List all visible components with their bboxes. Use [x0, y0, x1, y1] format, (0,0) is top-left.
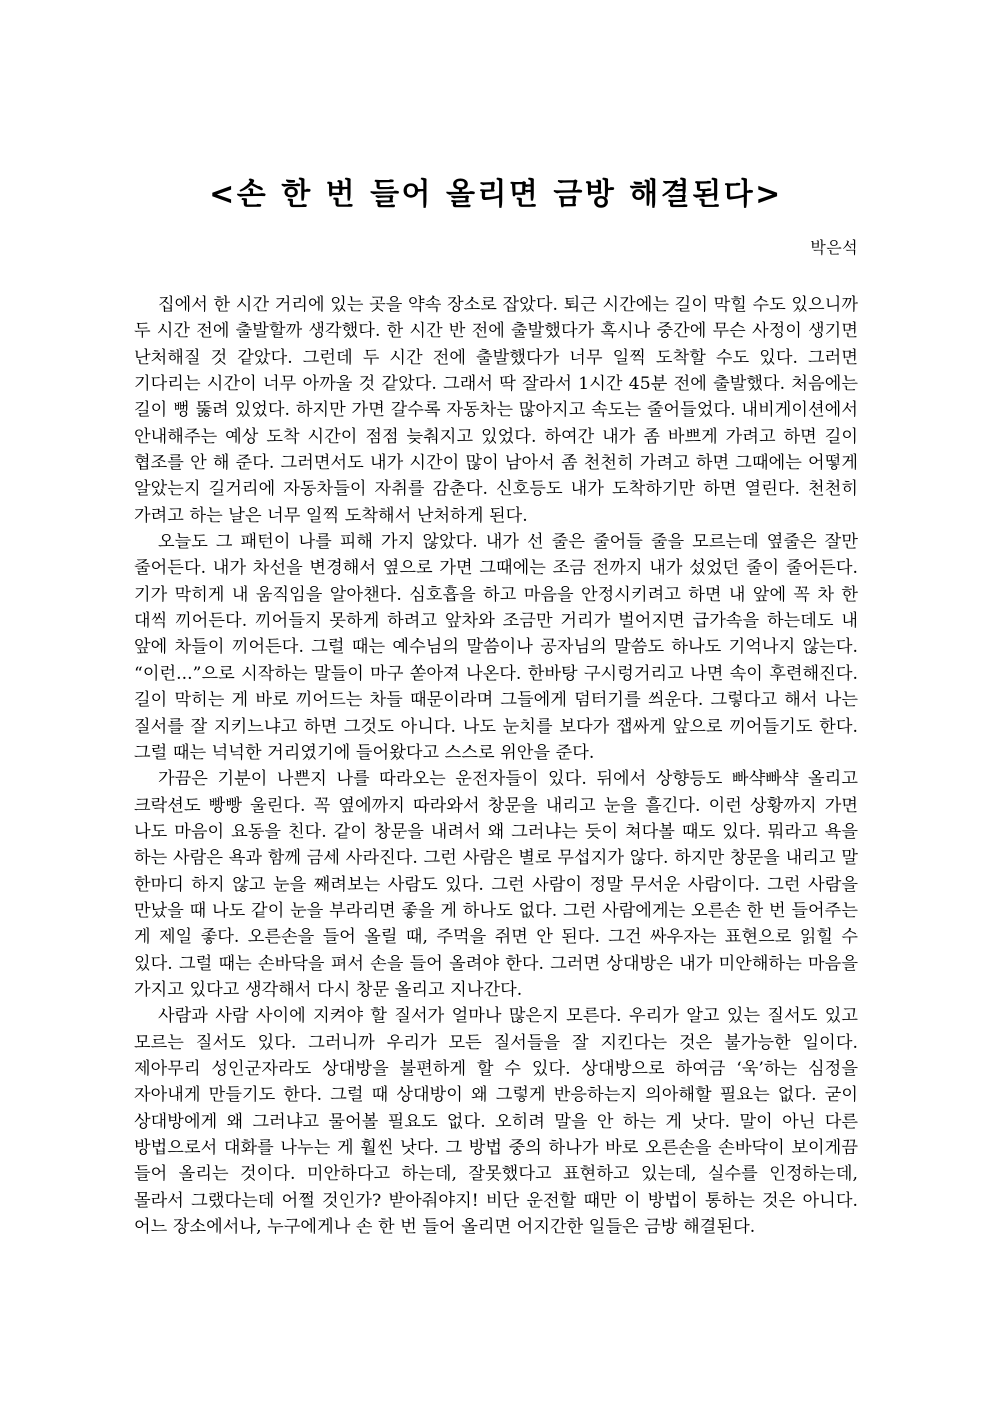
page-title: <손 한 번 들어 올리면 금방 해결된다>	[209, 177, 783, 213]
body-paragraph: 오늘도 그 패턴이 나를 피해 가지 않았다. 내가 선 줄은 줄어들 줄을 모르는데 옆줄은 잘만 줄어든다. 내가 차선을 변경해서 옆으로 가면 그때에는 조금 전까지 내가 섰었던 줄이 줄어든다. 기가 막히게 내 움직임을 알아챈다. 심호흡을 하고 마음을 안정시키려고 하면 내 앞에 꼭 차 한 대씩 끼어든다. 끼어들지 못하게 하려고 앞차와 조금만 거리가 벌어지면 급가속을 하는데도 내 앞에 차들이 끼어든다. 그럴 때는 예수님의 말씀이나 공자님의 말씀도 하나도 기억나지 않는다. “이런...”으로 시작하는 말들이 마구 쏟아져 나온다. 한바탕 구시렁거리고 나면 속이 후련해진다. 길이 막히는 게 바로 끼어드는 차들 때문이라며 그들에게 덤터기를 씌운다. 그렇다고 해서 나는 질서를 잘 지키느냐고 하면 그것도 아니다. 나도 눈치를 보다가 잽싸게 앞으로 끼어들기도 한다. 그럴 때는 넉넉한 거리였기에 들어왔다고 스스로 위안을 준다.	[134, 532, 858, 763]
body-paragraph: 집에서 한 시간 거리에 있는 곳을 약속 장소로 잡았다. 퇴근 시간에는 길이 막힐 수도 있으니까 두 시간 전에 출발할까 생각했다. 한 시간 반 전에 출발했다가 혹시나 중간에 무슨 사정이 생기면 난처해질 것 같았다. 그런데 두 시간 전에 출발했다가 너무 일찍 도착할 수도 있다. 그러면 기다리는 시간이 너무 아까울 것 같았다. 그래서 딱 잘라서 1시간 45분 전에 출발했다. 처음에는 길이 뻥 뚫려 있었다. 하지만 가면 갈수록 자동차는 많아지고 속도는 줄어들었다. 내비게이션에서 안내해주는 예상 도착 시간이 점점 늦춰지고 있었다. 하여간 내가 좀 바쁘게 가려고 하면 길이 협조를 안 해 준다. 그러면서도 내가 시간이 많이 남아서 좀 천천히 가려고 하면 그때에는 어떻게 알았는지 길거리에 자동차들이 자취를 감춘다. 신호등도 내가 도착하기만 하면 열린다. 천천히 가려고 하는 날은 너무 일찍 도착해서 난처하게 된다.	[134, 295, 858, 526]
body-paragraph: 가끔은 기분이 나쁜지 나를 따라오는 운전자들이 있다. 뒤에서 상향등도 빠샥빠샥 올리고 크락션도 빵빵 울린다. 꼭 옆에까지 따라와서 창문을 내리고 눈을 흘긴다. 이런 상황까지 가면 나도 마음이 요동을 친다. 같이 창문을 내려서 왜 그러냐는 듯이 쳐다볼 때도 있다. 뭐라고 욕을 하는 사람은 욕과 함께 금세 사라진다. 그런 사람은 별로 무섭지가 않다. 하지만 창문을 내리고 말 한마디 하지 않고 눈을 째려보는 사람도 있다. 그런 사람이 정말 무서운 사람이다. 그런 사람을 만났을 때 나도 같이 눈을 부라리면 좋을 게 하나도 없다. 그런 사람에게는 오른손 한 번 들어주는 게 제일 좋다. 오른손을 들어 올릴 때, 주먹을 쥐면 안 된다. 그건 싸우자는 표현으로 읽힐 수 있다. 그럴 때는 손바닥을 펴서 손을 들어 올려야 한다. 그러면 상대방은 내가 미안해하는 마음을 가지고 있다고 생각해서 다시 창문 올리고 지나간다.	[134, 769, 858, 1000]
body-paragraph: 사람과 사람 사이에 지켜야 할 질서가 얼마나 많은지 모른다. 우리가 알고 있는 질서도 있고 모르는 질서도 있다. 그러니까 우리가 모든 질서들을 잘 지킨다는 것은 불가능한 일이다. 제아무리 성인군자라도 상대방을 불편하게 할 수 있다. 상대방으로 하여금 ‘욱’하는 심정을 자아내게 만들기도 한다. 그럴 때 상대방이 왜 그렇게 반응하는지 의아해할 필요는 없다. 굳이 상대방에게 왜 그러냐고 물어볼 필요도 없다. 오히려 말을 안 하는 게 낫다. 말이 아닌 다른 방법으로서 대화를 나누는 게 훨씬 낫다. 그 방법 중의 하나가 바로 오른손을 손바닥이 보이게끔 들어 올리는 것이다. 미안하다고 하는데, 잘못했다고 표현하고 있는데, 실수를 인정하는데, 몰라서 그랬다는데 어쩔 것인가? 받아줘야지! 비단 운전할 때만 이 방법이 통하는 것은 아니다. 어느 장소에서나, 누구에게나 손 한 번 들어 올리면 어지간한 일들은 금방 해결된다.	[134, 1006, 858, 1238]
author-byline: 박은석	[810, 238, 858, 257]
article-body	[134, 292, 858, 1240]
